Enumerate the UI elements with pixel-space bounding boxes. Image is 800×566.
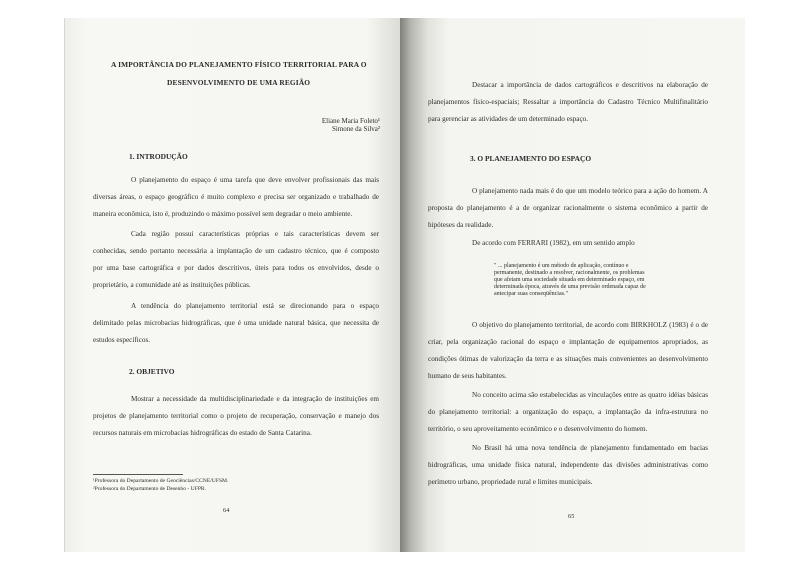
quote-line: antecipar suas conseqüências." (494, 291, 568, 297)
quote-line: determinada época, através de uma previsão ordenada capaz de (494, 284, 646, 290)
paragraph-line: conhecidas, sendo portanto necessária a implantação de um cadastro técnico, que é composto (93, 247, 379, 255)
author-name: Eliane Maria Foleto¹ (321, 117, 380, 125)
paragraph-line: humano de seus habitantes. (428, 372, 507, 380)
paragraph-line: Destacar a importância de dados cartográficos e descritivos na elaboração de (472, 81, 708, 89)
paragraph-line: planejamentos físico-espaciais; Ressaltar a importância do Cadastro Técnico Multifinalitário (428, 98, 708, 106)
right-page (400, 18, 745, 552)
page-number: 64 (223, 507, 230, 514)
paragraph-line: O planejamento nada mais é do que um modelo teórico para a ação do homem. A (472, 187, 708, 195)
paragraph-line: delimitado pelas microbacias hidrográficas, que é uma unidade natural básica, que necessita de (93, 319, 379, 327)
article-title-line1: A IMPORTÂNCIA DO PLANEJAMENTO FÍSICO TERRITORIAL PARA O (111, 60, 367, 69)
section-heading-objective: 2. OBJETIVO (129, 367, 175, 376)
article-title-line2: DESENVOLVIMENTO DE UMA REGIÃO (167, 78, 311, 87)
footnote-separator (93, 474, 183, 475)
paragraph-line: No conceito acima são estabelecidas as vinculações entre as quatro idéias básicas (472, 391, 708, 399)
paragraph-line: perímetro urbano, propriedade rural e limites municipais. (428, 478, 593, 486)
paragraph-line: projetos de planejamento territorial como o projeto de recuperação, conservação e manejo dos (93, 412, 379, 420)
paragraph-line: O objetivo do planejamento territorial, de acordo com BIRKHOLZ (1983) é o de (472, 321, 708, 329)
paragraph-line: do planejamento territorial: a organização do espaço, a implantação da infra-estrutura no (428, 408, 708, 416)
paragraph-line: criar, pela organização racional do espaço e implantação de equipamentos apropriados, as (428, 338, 708, 346)
paragraph-line: estudos específicos. (93, 336, 151, 344)
paragraph-line: território, o seu aproveitamento econômico e o desenvolvimento do homem. (428, 425, 648, 433)
author-name: Simone da Silva² (332, 125, 380, 133)
paragraph-line: O planejamento do espaço é uma tarefa que deve envolver profissionais das mais (131, 176, 379, 184)
quote-line: " ... planejamento é um método de aplicação, contínuo e (494, 263, 629, 269)
block-quote (494, 263, 670, 298)
page-number: 65 (568, 513, 575, 520)
paragraph-line: diversas áreas, o espaço geográfico é muito complexo e precisa ser organizado e trabalhado de (93, 193, 379, 201)
section-heading-introduction: 1. INTRODUÇÃO (129, 152, 188, 161)
paragraph-line: para gerenciar as atividades de um determinado espaço. (428, 115, 589, 123)
footnote: ²Professora do Departamento de Desenho - UFPR. (93, 486, 207, 492)
paragraph-line: De acordo com FERRARI (1982), em um sentido amplo (472, 239, 635, 247)
paragraph-line: recursos naturais em microbacias hidrográficas do estado de Santa Catarina. (93, 429, 312, 437)
section-heading-space-planning: 3. O PLANEJAMENTO DO ESPAÇO (470, 154, 592, 163)
paragraph-line: hidrográficas, uma unidade física natural, independente das divisões administrativas como (428, 461, 708, 469)
quote-line: que afetam uma sociedade situada em determinado espaço, em (494, 277, 645, 283)
quote-line: permanente, destinado a resolver, racionalmente, os problemas (494, 270, 645, 276)
paragraph-line: No Brasil há uma nova tendência de planejamento fundamentado em bacias (472, 444, 708, 452)
paragraph-line: proposta do planejamento é a de organizar racionalmente o sistema econômico a partir de (428, 204, 708, 212)
paragraph-line: por uma base cartográfica e por dados descritivos, úteis para todos os envolvidos, desde o (93, 264, 379, 272)
paragraph-line: maneira econômica, isto é, produzindo o máximo possível sem degradar o meio ambiente. (93, 210, 353, 218)
left-page (64, 18, 400, 552)
author-block (322, 117, 380, 133)
paragraph-line: Mostrar a necessidade da multidisciplinariedade e da integração de instituições em (131, 395, 379, 403)
paragraph-line: Cada região possui características próprias e tais características devem ser (131, 230, 379, 238)
paragraph-line: A tendência do planejamento territorial está se direcionando para o espaço (131, 302, 379, 310)
paragraph-line: hipóteses da realidade. (428, 221, 494, 229)
footnote: ¹Professora do Departamento de Geociências/CCNE/UFSM. (93, 478, 229, 484)
paragraph-line: proprietário, a comunidade até as instituições públicas. (93, 281, 251, 289)
paragraph-line: condições ótimas de valorização da terra e as situações mais convenientes ao desenvolvimento (428, 355, 708, 363)
